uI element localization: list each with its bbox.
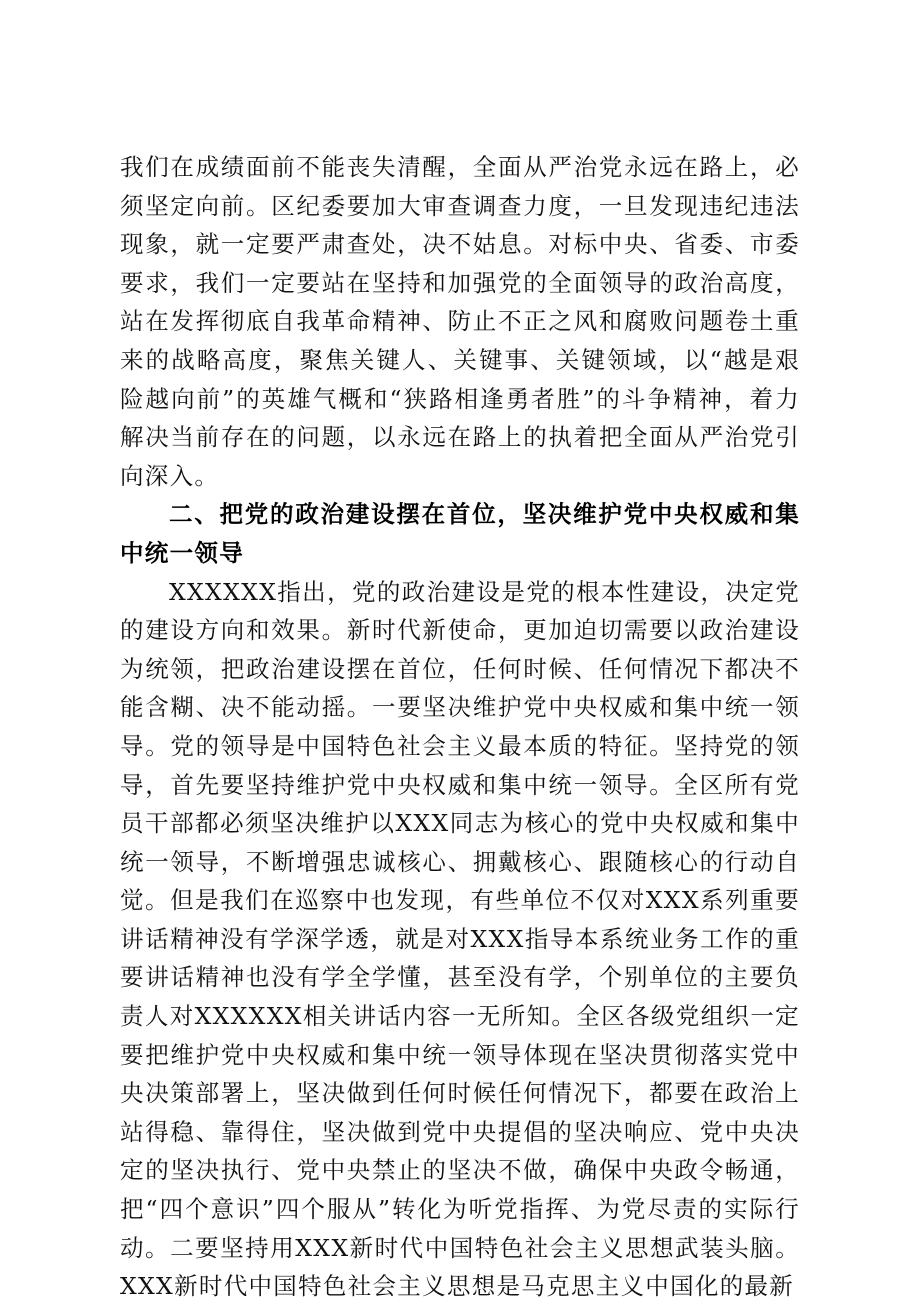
body-paragraph: XXXXXX指出，党的政治建设是党的根本性建设，决定党的建设方向和效果。新时代新使命，更加迫切需要以政治建设为统领，把政治建设摆在首位，任何时候、任何情况下都决不能含糊、决不能动摇。一要坚决维护党中央权威和集中统一领导。党的领导是中国特色社会主义最本质的特征。坚持党的领导，首先要坚持维护党中央权威和集中统一领导。全区所有党员干部都必须坚决维护以XXX同志为核心的党中央权威和集中统一领导，不断增强忠诚核心、拥戴核心、跟随核心的行动自觉。但是我们在巡察中也发现，有些单位不仅对XXX系列重要讲话精神没有学深学透，就是对XXX指导本系统业务工作的重要讲话精神也没有学全学懂，甚至没有学，个别单位的主要负责人对XXXXXX相关讲话内容一无所知。全区各级党组织一定要把维护党中央权威和集中统一领导体现在坚决贯彻落实党中央决策部署上，坚决做到任何时候任何情况下，都要在政治上站得稳、靠得住，坚决做到党中央提倡的坚决响应、党中央决定的坚决执行、党中央禁止的坚决不做，确保中央政令畅通，把“四个意识”四个服从”转化为听党指挥、为党尽责的实际行动。二要坚持用XXX新时代中国特色社会主义思想武装头脑。XXX新时代中国特色社会主义思想是马克思主义中国化的最新 xyxy=(120,577,800,1301)
section-heading: 二、把党的政治建设摆在首位，坚决维护党中央权威和集中统一领导 xyxy=(120,500,800,567)
document-page xyxy=(120,148,800,1306)
body-paragraph: 我们在成绩面前不能丧失清醒，全面从严治党永远在路上，必须坚定向前。区纪委要加大审查调查力度，一旦发现违纪违法现象，就一定要严肃查处，决不姑息。对标中央、省委、市委要求，我们一定要站在坚持和加强党的全面领导的政治高度，站在发挥彻底自我革命精神、防止不正之风和腐败问题卷土重来的战略高度，聚焦关键人、关键事、关键领域，以“越是艰险越向前”的英雄气概和“狭路相逢勇者胜”的斗争精神，着力解决当前存在的问题，以永远在路上的执着把全面从严治党引向深入。 xyxy=(120,153,800,490)
